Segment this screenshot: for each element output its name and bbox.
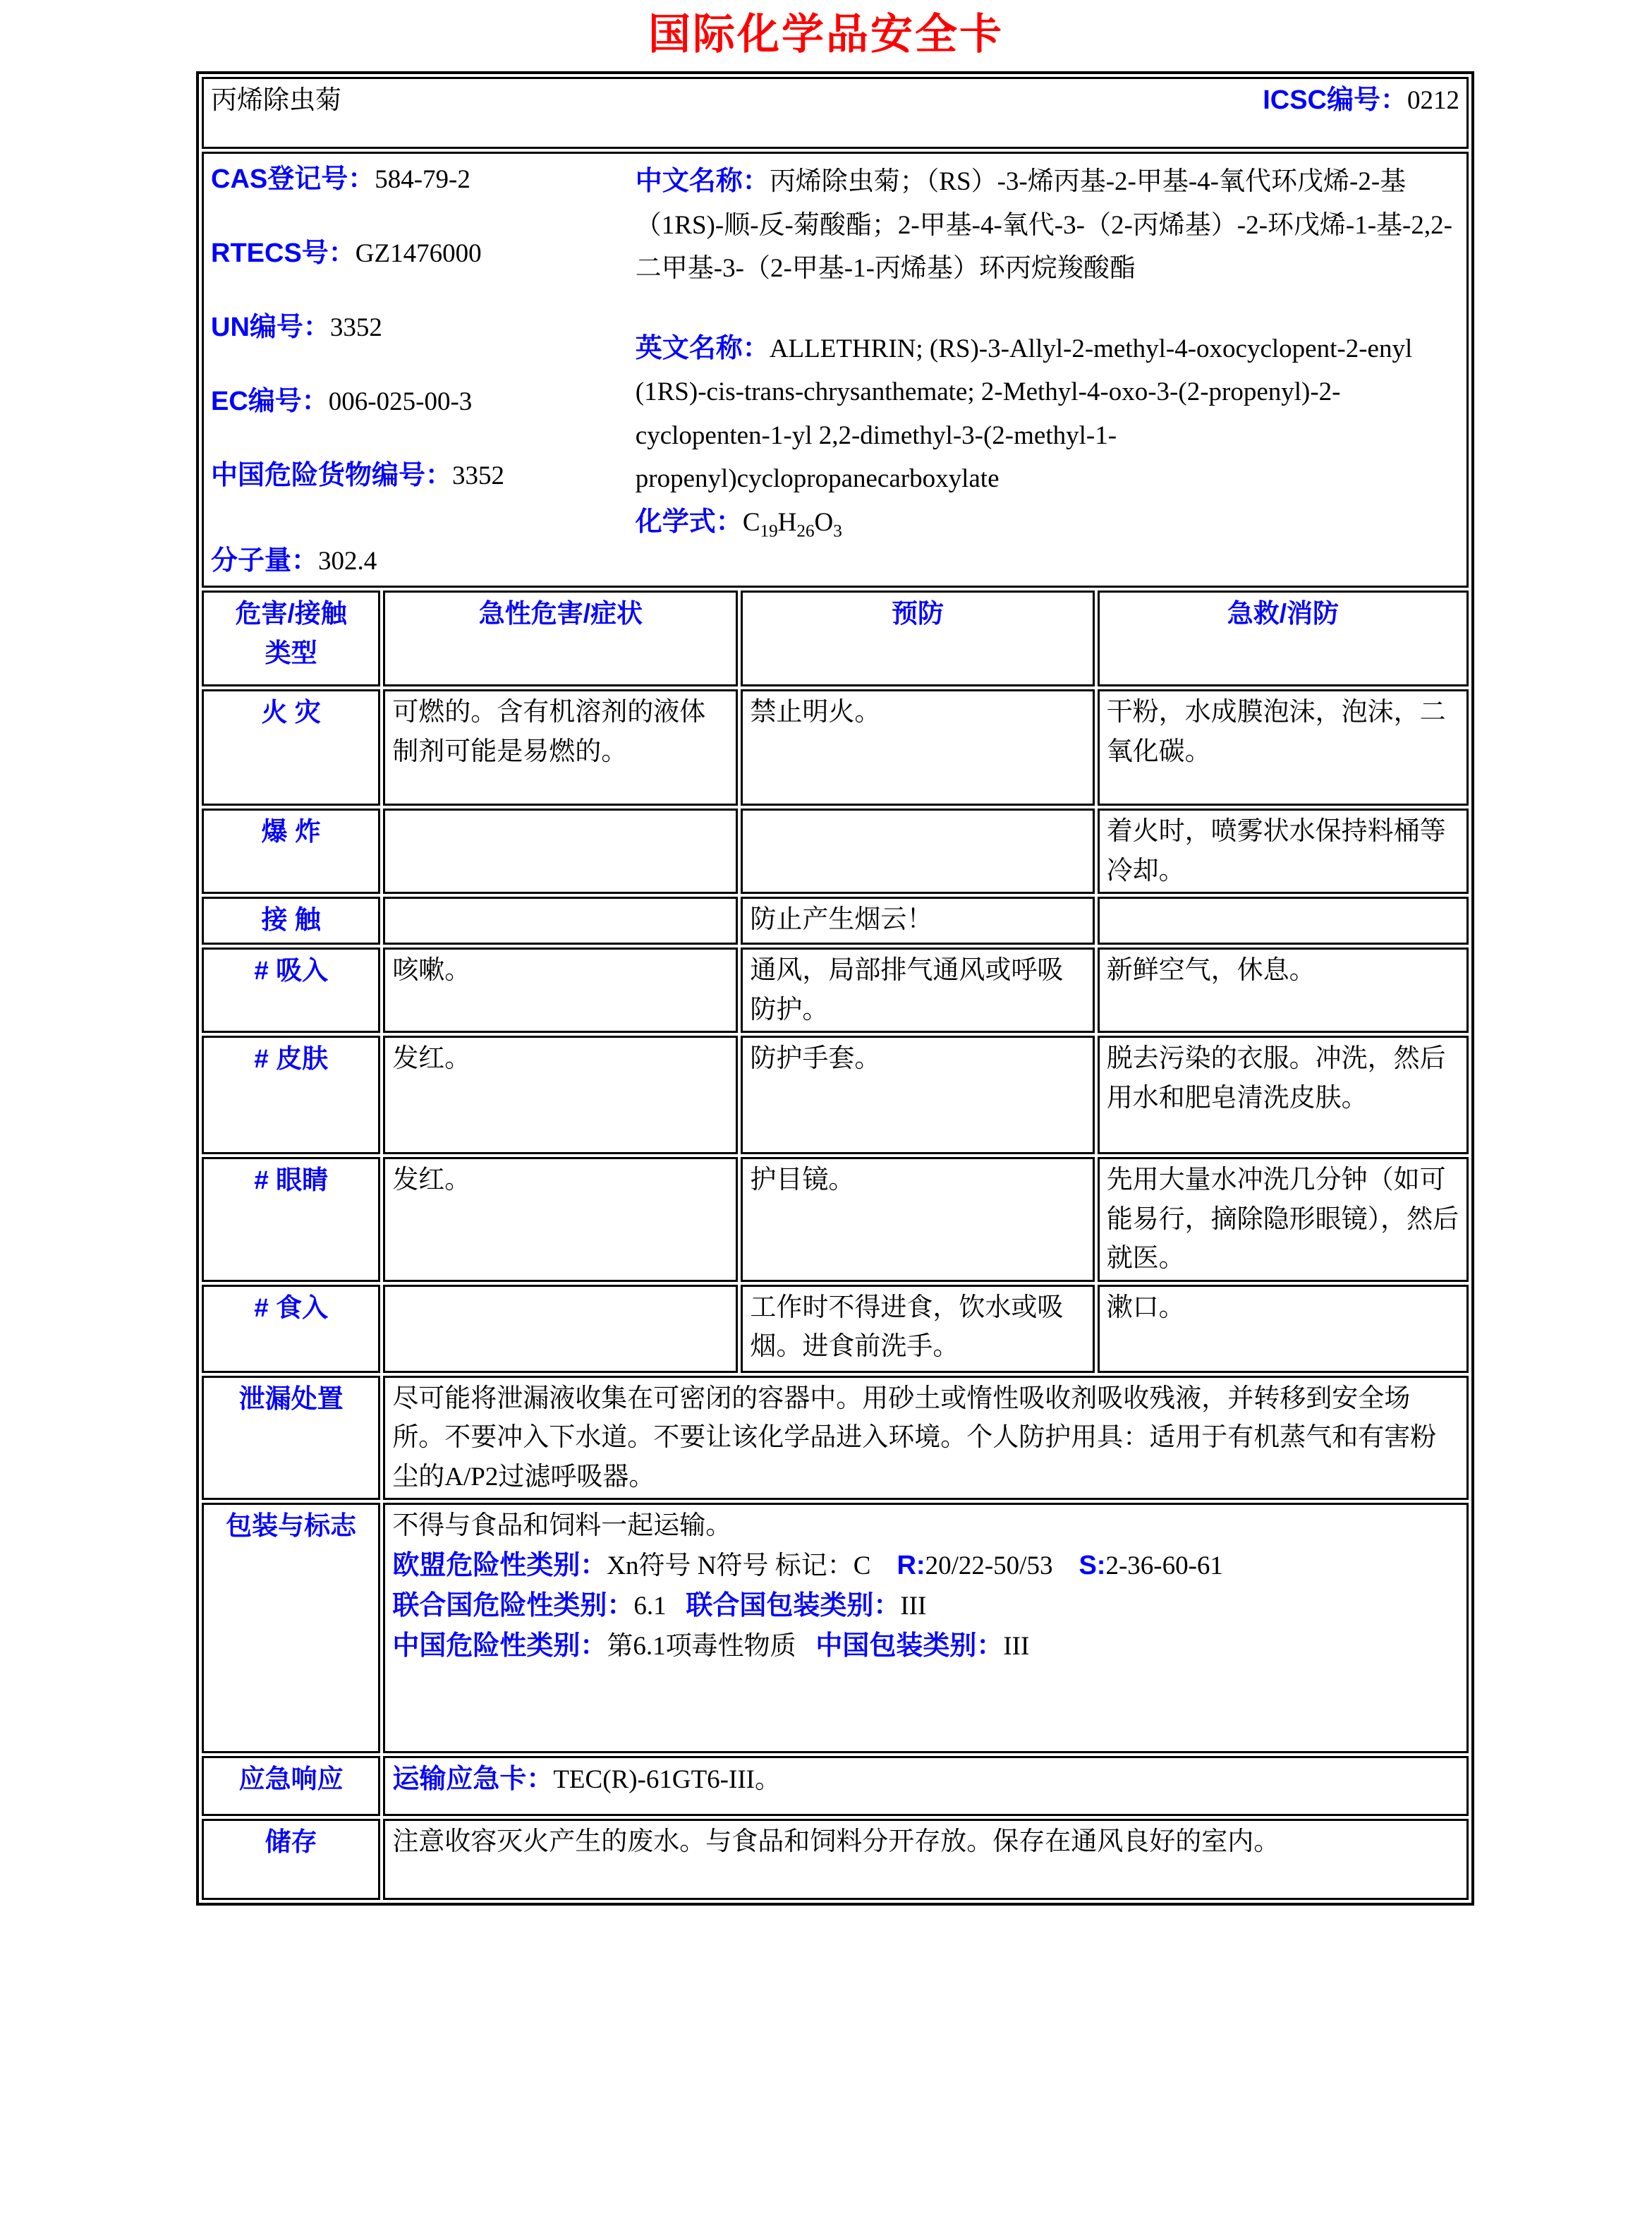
english-name-value: ALLETHRIN; (RS)-3-Allyl-2-methyl-4-oxocyclopent-2-enyl (1RS)-cis-trans-chrysanthemate; 2-Methyl-4-oxo-3-(2-propenyl)-2-cyclopenten-1-yl 2,2-dimethyl-3-(2-methyl-1-propenyl)cyclopropanecarboxylate (635, 334, 1413, 493)
chemical-names (636, 155, 1459, 584)
field-label: R: (897, 1550, 925, 1580)
storage-text: 注意收容灭火产生的废水。与食品和饲料分开存放。保存在通风良好的室内。 (383, 1819, 1469, 1900)
skin-prevention: 防护手套。 (741, 1036, 1094, 1154)
identification-cell (202, 152, 1469, 588)
header-symptoms: 急性危害/症状 (383, 591, 738, 686)
field-label: 中国包装类别： (815, 1630, 1004, 1661)
english-name-label: 英文名称： (635, 333, 770, 363)
field-value: 20/22-50/53 (925, 1551, 1079, 1580)
ec-label: EC编号： (211, 387, 329, 416)
field-value: Xn符号 N符号 标记：C (607, 1551, 897, 1580)
inhalation-response: 新鲜空气，休息。 (1098, 948, 1469, 1033)
storage-row (202, 1819, 1469, 1900)
header-prevention: 预防 (741, 591, 1094, 686)
hazard-row-exposure (202, 897, 1469, 945)
exposure-prevention: 防止产生烟云！ (741, 897, 1094, 945)
formula-value: $C_{19}H_{26}O_3$ (742, 507, 842, 540)
field-label: 中国危险性类别： (392, 1630, 607, 1661)
un-number (211, 308, 636, 348)
icsc-number-group (1263, 80, 1459, 121)
transport-emergency-card-line (392, 1760, 1459, 1800)
un-value: 3352 (329, 313, 382, 342)
field-value: 第6.1项毒性物质 (607, 1631, 816, 1661)
header-hazard-type (202, 591, 380, 686)
field-label: 联合国包装类别： (686, 1590, 901, 1621)
chemical-name: 丙烯除虫菊 (211, 85, 341, 115)
hazard-row-ingestion (202, 1285, 1469, 1373)
molecular-weight-value: 302.4 (318, 547, 377, 576)
packaging-labeling-content (383, 1503, 1469, 1753)
chinese-name (636, 159, 1459, 290)
hazard-row-inhalation (202, 948, 1469, 1033)
row-label-explosion: 爆 炸 (202, 809, 380, 894)
hazard-row-fire (202, 689, 1469, 806)
spill-disposal-row (202, 1376, 1469, 1501)
hazard-header-row (202, 591, 1469, 686)
ingestion-prevention: 工作时不得进食，饮水或吸烟。进食前洗手。 (741, 1285, 1094, 1373)
field-value: 2-36-60-61 (1105, 1551, 1223, 1580)
hazard-row-explosion (202, 809, 1469, 894)
hazard-row-eyes (202, 1157, 1469, 1282)
icsc-number-label: ICSC编号： (1263, 85, 1407, 115)
rtecs-value: GZ1476000 (355, 239, 482, 268)
fire-response: 干粉，水成膜泡沫，泡沫，二氧化碳。 (1098, 689, 1469, 806)
field-value: TEC(R)-61GT6-III。 (553, 1765, 781, 1794)
row-label-fire: 火 灾 (202, 689, 380, 806)
field-label: S: (1079, 1550, 1106, 1580)
spill-disposal-text: 尽可能将泄漏液收集在可密闭的容器中。用砂土或惰性吸收剂吸收残液，并转移到安全场所。不要冲入下水道。不要让该化学品进入环境。个人防护用具：适用于有机蒸气和有害粉尘的A/P2过滤呼吸器。 (383, 1376, 1469, 1501)
eyes-response: 先用大量水冲洗几分钟（如可能易行，摘除隐形眼镜），然后就医。 (1098, 1157, 1469, 1282)
english-name (636, 327, 1459, 500)
row-label-spill-disposal: 泄漏处置 (202, 1376, 380, 1501)
hazard-row-skin (202, 1036, 1469, 1154)
eyes-symptoms: 发红。 (383, 1157, 738, 1282)
rtecs-number (211, 234, 636, 274)
field-value: III (1003, 1631, 1030, 1661)
field-label: 欧盟危险性类别： (392, 1550, 607, 1580)
cas-value: 584-79-2 (375, 165, 470, 194)
cas-number (211, 159, 636, 200)
china-dg-number (211, 456, 636, 496)
china-dg-label: 中国危险货物编号： (211, 461, 453, 490)
fire-prevention: 禁止明火。 (741, 689, 1094, 806)
eyes-prevention: 护目镜。 (741, 1157, 1094, 1282)
ec-number (211, 382, 636, 422)
row-label-ingestion: # 食入 (202, 1285, 380, 1373)
china-dg-value: 3352 (452, 461, 505, 490)
field-label: 运输应急卡： (392, 1764, 554, 1794)
china-hazard-class-line (392, 1626, 1459, 1666)
exposure-response (1098, 897, 1469, 945)
header-first-aid: 急救/消防 (1098, 591, 1469, 686)
icsc-number-value: 0212 (1407, 86, 1459, 115)
row-label-skin: # 皮肤 (202, 1036, 380, 1154)
field-value: III (900, 1591, 927, 1621)
icsc-document-page (0, 10, 1652, 2240)
ingestion-symptoms (383, 1285, 738, 1373)
emergency-response-content (383, 1756, 1469, 1816)
header-hazard-type-line2: 类型 (265, 638, 317, 667)
explosion-symptoms (383, 809, 738, 894)
icsc-card (196, 71, 1474, 1906)
row-label-eyes: # 眼睛 (202, 1157, 380, 1282)
field-label: 联合国危险性类别： (392, 1590, 634, 1621)
row-label-storage: 储存 (202, 1819, 380, 1900)
chinese-name-label: 中文名称： (635, 167, 770, 196)
page-title: 国际化学品安全卡 (648, 11, 1004, 58)
skin-symptoms: 发红。 (383, 1036, 738, 1154)
fire-symptoms: 可燃的。含有机溶剂的液体制剂可能是易燃的。 (383, 689, 738, 806)
chemical-formula (636, 500, 1459, 545)
formula-label: 化学式： (635, 507, 743, 537)
field-value: 不得与食品和饲料一起运输。 (392, 1511, 732, 1540)
emergency-response-row (202, 1756, 1469, 1816)
exposure-symptoms (383, 897, 738, 945)
identification-row (202, 152, 1469, 588)
explosion-response: 着火时，喷雾状水保持料桶等冷却。 (1098, 809, 1469, 894)
packaging-transport-note (392, 1506, 1459, 1546)
card-header-row (202, 77, 1469, 149)
molecular-weight (211, 541, 636, 581)
row-label-packaging: 包装与标志 (202, 1503, 380, 1753)
skin-response: 脱去污染的衣服。冲洗，然后用水和肥皂清洗皮肤。 (1098, 1036, 1469, 1154)
explosion-prevention (741, 809, 1094, 894)
field-value: 6.1 (633, 1591, 686, 1621)
molecular-weight-label: 分子量： (211, 546, 319, 576)
un-label: UN编号： (211, 313, 330, 342)
packaging-labeling-row (202, 1503, 1469, 1753)
registry-numbers (211, 155, 636, 584)
un-hazard-class-line (392, 1586, 1459, 1626)
header-hazard-type-line1: 危害/接触 (235, 599, 347, 628)
cas-label: CAS登记号： (211, 164, 375, 194)
inhalation-prevention: 通风，局部排气通风或呼吸防护。 (741, 948, 1094, 1033)
card-header-cell (202, 77, 1469, 149)
ingestion-response: 漱口。 (1098, 1285, 1469, 1373)
chinese-name-value: 丙烯除虫菊；（RS）-3-烯丙基-2-甲基-4-氧代环戊烯-2-基（1RS)-顺-反-菊酸酯；2-甲基-4-氧代-3-（2-丙烯基）-2-环戊烯-1-基-2,2-二甲基-3-（2-甲基-1-丙烯基）环丙烷羧酸酯 (635, 167, 1452, 283)
row-label-exposure: 接 触 (202, 897, 380, 945)
ec-value: 006-025-00-3 (328, 387, 473, 416)
rtecs-label: RTECS号： (211, 238, 356, 268)
row-label-emergency-response: 应急响应 (202, 1756, 380, 1816)
inhalation-symptoms: 咳嗽。 (383, 948, 738, 1033)
eu-hazard-class-line (392, 1546, 1459, 1586)
row-label-inhalation: # 吸入 (202, 948, 380, 1033)
